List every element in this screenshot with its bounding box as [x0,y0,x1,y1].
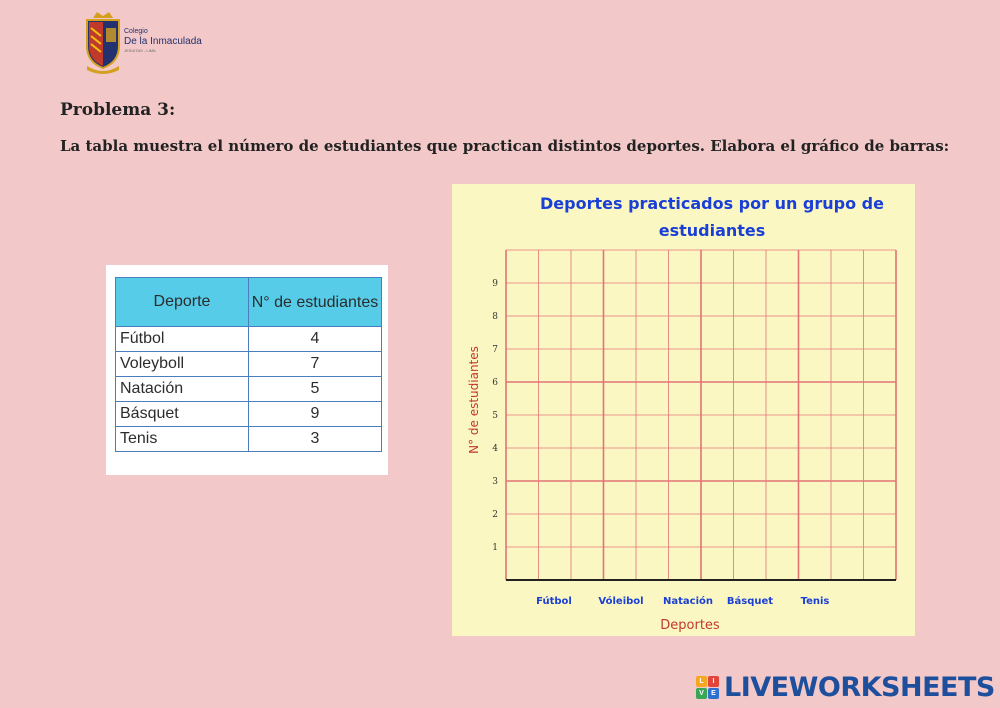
table-cell-count: 9 [249,402,382,427]
logo-letter-l: L [696,676,707,687]
school-name-line2: De la Inmaculada [124,36,202,47]
y-tick-label: 7 [492,345,498,355]
y-tick-label: 6 [492,378,498,388]
table-header-sport: Deporte [116,278,249,327]
table-row [116,352,382,377]
y-tick-label: 9 [492,279,498,289]
x-category-label: Natación [663,596,713,607]
y-tick-label: 5 [492,411,498,421]
chart-grid [506,250,896,580]
y-tick-label: 1 [492,543,498,553]
x-axis-label: Deportes [660,618,720,633]
x-category-label: Vóleibol [598,596,644,607]
table-row [116,427,382,452]
y-tick-label: 2 [492,510,498,520]
table-cell-sport: Natación [116,377,249,402]
y-axis-ticks [492,279,498,553]
x-category-label: Tenis [800,596,830,607]
y-tick-label: 3 [492,477,498,487]
problem-title: Problema 3: [60,100,176,120]
table-cell-sport: Tenis [116,427,249,452]
chart-title-line2: estudiantes [658,221,766,240]
school-name-line3: JESUITAS - LIMA [124,48,156,53]
data-table-card [106,265,388,475]
x-category-label: Básquet [726,596,774,607]
bar-chart-panel [452,184,915,636]
school-logo [84,10,214,76]
school-crest-icon [84,10,122,74]
table-cell-count: 7 [249,352,382,377]
x-axis-categories [536,595,829,607]
table-cell-sport: Voleyboll [116,352,249,377]
table-cell-sport: Fútbol [116,327,249,352]
chart-title-line1: Deportes practicados por un grupo de [540,194,884,213]
table-cell-count: 4 [249,327,382,352]
logo-letter-i: I [708,676,719,687]
logo-letter-v: V [696,688,707,699]
school-name-line1: Colegio [124,28,148,35]
brand-name: LIVEWORKSHEETS [724,672,995,703]
y-tick-label: 4 [492,444,498,454]
problem-instructions: La tabla muestra el número de estudiantes que practican distintos deportes. Elabora el gráfico de barras: [60,137,950,155]
y-axis-label: N° de estudiantes [467,346,481,454]
bar-chart [452,184,915,636]
table-row [116,402,382,427]
x-category-label: Fútbol [536,596,572,607]
sports-table [115,277,382,452]
table-header-row [116,278,382,327]
y-tick-label: 8 [492,312,498,322]
table-cell-sport: Básquet [116,402,249,427]
table-row [116,377,382,402]
logo-letter-e: E [708,688,719,699]
table-cell-count: 3 [249,427,382,452]
table-row [116,327,382,352]
table-header-count: N° de estudiantes [249,278,382,327]
table-cell-count: 5 [249,377,382,402]
school-name [124,28,202,54]
liveworksheets-logo-icon [696,676,720,700]
